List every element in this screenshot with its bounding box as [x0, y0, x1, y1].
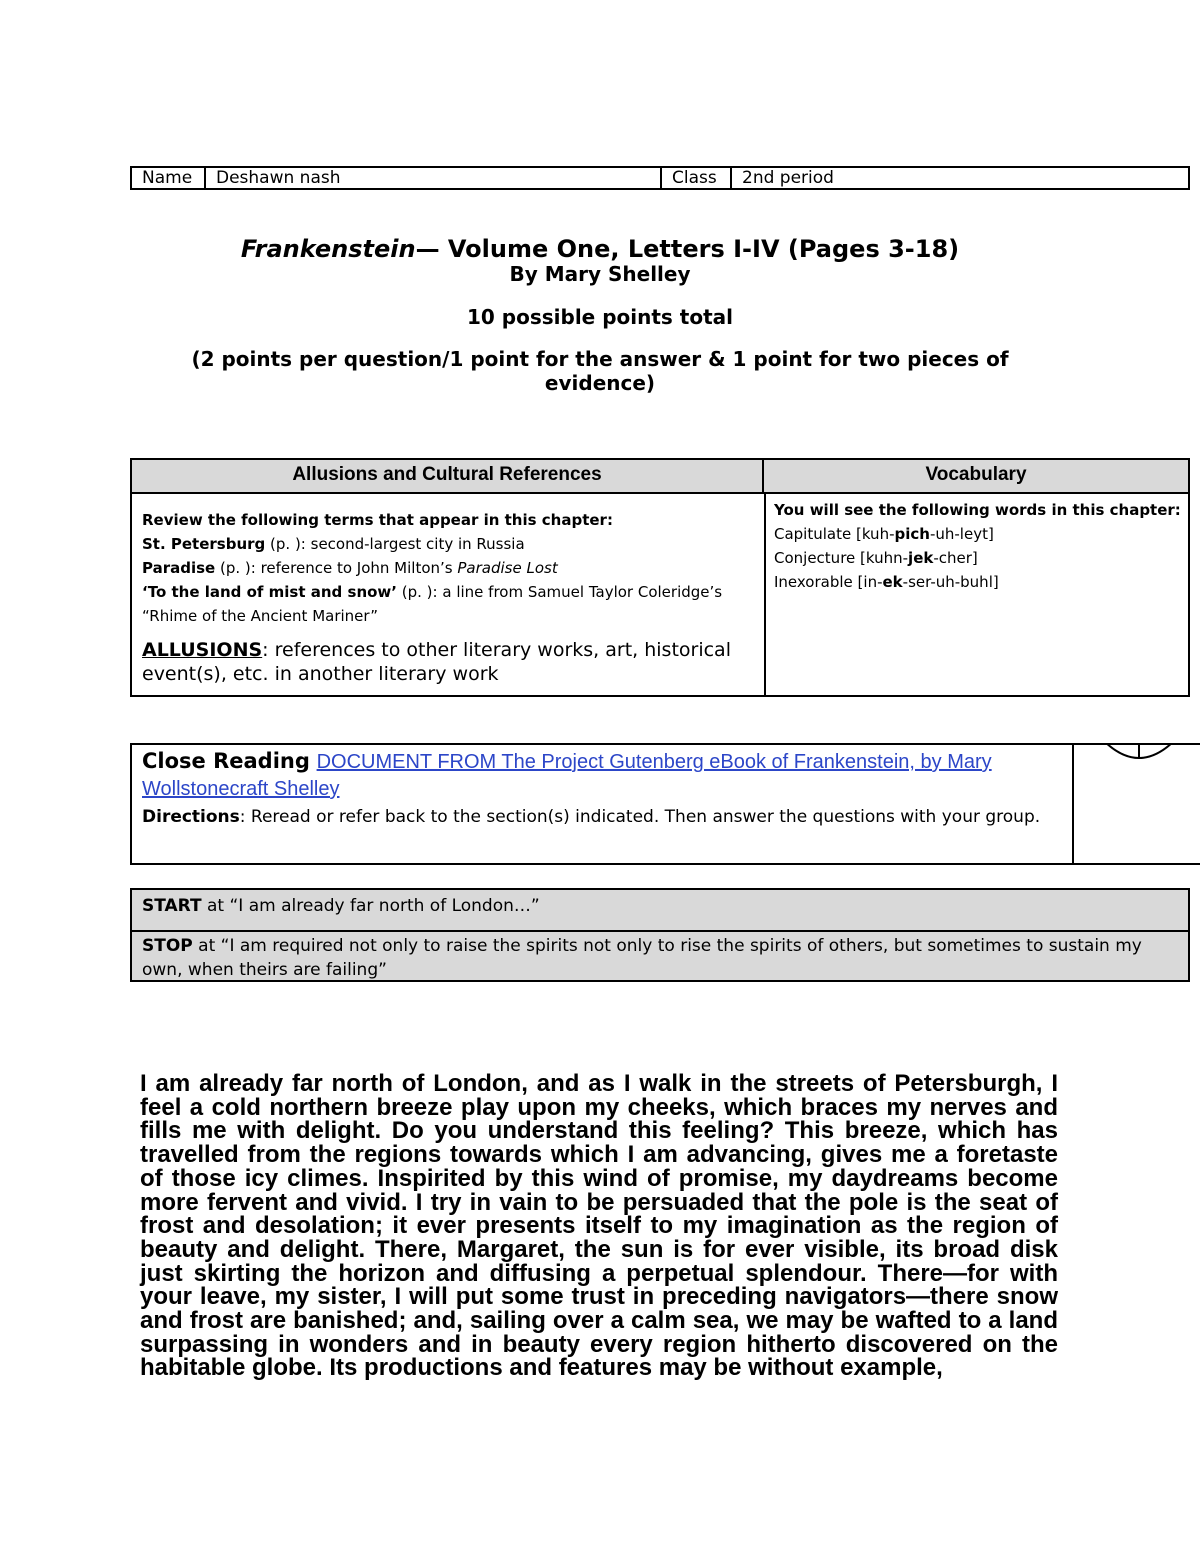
term-row: St. Petersburg (p. ): second-largest city in Russia	[142, 535, 525, 553]
allusions-intro: Review the following terms that appear in this chapter:	[142, 511, 613, 529]
start-stop-box	[130, 888, 1190, 982]
allusions-definition: ALLUSIONS: references to other literary works, art, historical event(s), etc. in another literary work	[142, 639, 731, 685]
book-title: Frankenstein	[240, 235, 416, 263]
vocabulary-header: Vocabulary	[925, 464, 1027, 485]
term-row: Paradise (p. ): reference to John Milton’s Paradise Lost	[142, 559, 558, 577]
vocab-item: Inexorable [in-ek-ser-uh-buhl]	[774, 573, 999, 591]
points-total: 10 possible points total	[466, 305, 733, 329]
reading-passage: I am already far north of London, and as I walk in the streets of Petersburgh, I feel a cold northern breeze play upon my cheeks, which braces my nerves and fills me with delight. Do you understand this feeling? This breeze, which has travelled from the regions towards which I am advancing, gives me a foretaste of those icy climes. Inspirited by this wind of promise, my daydreams become more fervent and vivid. I try in vain to be persuaded that the pole is the seat of frost and desolation; it ever presents itself to my imagination as the region of beauty and delight. There, Margaret, the sun is for ever visible, its broad disk just skirting the horizon and diffusing a perpetual splendour. There—for with your leave, my sister, I will put some trust in preceding navigators—there snow and frost are banished; and, sailing over a calm sea, we may be wafted to a land surpassing in wonders and in beauty every region hitherto discovered on the habitable globe. Its productions and features may be without example,	[140, 1070, 1058, 1382]
student-info-table	[130, 166, 1190, 190]
column-divider	[764, 494, 766, 697]
allusions-vocab-table	[130, 458, 1190, 697]
gutenberg-link[interactable]: DOCUMENT FROM The Project Gutenberg eBook of Frankenstein, by Mary Wollstonecraft Shelley	[142, 751, 992, 800]
page-title	[0, 235, 1200, 263]
close-reading-box	[130, 743, 1074, 865]
term-row: ‘To the land of mist and snow’ (p. ): a line from Samuel Taylor Coleridge’s “Rhime of the Ancient Mariner”	[142, 583, 723, 625]
vocab-intro: You will see the following words in this chapter:	[774, 501, 1181, 519]
vocab-item: Capitulate [kuh-pich-uh-leyt]	[774, 525, 994, 543]
clip-art-cell	[1072, 743, 1200, 865]
name-label: Name	[132, 168, 206, 188]
name-value[interactable]: Deshawn nash	[206, 168, 662, 188]
allusions-cell	[142, 508, 752, 686]
partial-clock-icon	[1074, 745, 1200, 865]
stop-instruction: STOP at “I am required not only to raise the spirits not only to rise the spirits of others, but sometimes to sustain my own, when theirs are failing”	[142, 936, 1142, 980]
allusions-header: Allusions and Cultural References	[132, 460, 764, 492]
author-line: By Mary Shelley	[509, 262, 691, 286]
table-header	[132, 460, 1188, 494]
start-instruction: START at “I am already far north of London…”	[142, 896, 540, 916]
class-label: Class	[662, 168, 732, 188]
row-divider	[132, 930, 1188, 932]
class-value[interactable]: 2nd period	[742, 168, 834, 188]
title-rest: — Volume One, Letters I-IV (Pages 3-18)	[415, 235, 960, 263]
scoring-note: (2 points per question/1 point for the answer & 1 point for two pieces of evidence)	[191, 347, 1009, 395]
vocabulary-cell	[774, 498, 1184, 594]
directions: Directions: Reread or refer back to the section(s) indicated. Then answer the questions with your group.	[142, 807, 1041, 827]
close-reading-title: Close Reading DOCUMENT FROM The Project Gutenberg eBook of Frankenstein, by Mary Wollstonecraft Shelley	[142, 749, 992, 800]
vocab-item: Conjecture [kuhn-jek-cher]	[774, 549, 978, 567]
